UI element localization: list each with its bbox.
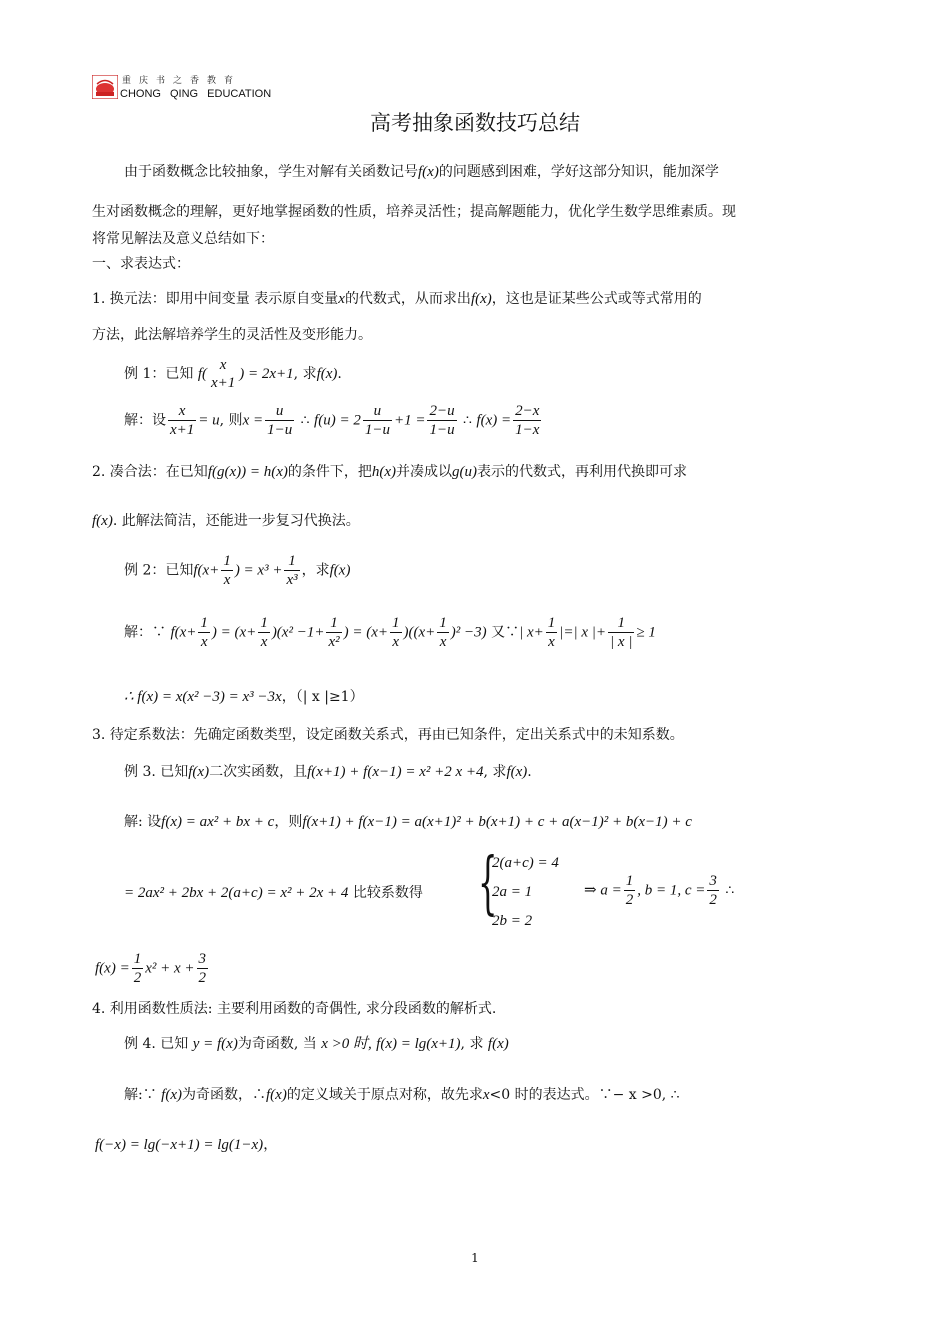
example4: 例 4. 已知 y = f(x)为奇函数, 当 x >0 时, f(x) = lg(x+1), 求 f(x) xyxy=(124,1036,509,1052)
system-row-2: 2a = 1 xyxy=(492,884,533,900)
page-number: 1 xyxy=(471,1251,479,1265)
method1-line-1: 1. 换元法：即用中间变量 表示原自变量x的代数式，从而求出f(x)，这也是证某些公式或等式常用的 xyxy=(92,291,702,307)
example2: 例 2：已知f(x+ $\frac{1}{x}$ ) = x³ + $\frac{1}{\text{x³}}$ ，求f(x) xyxy=(124,553,351,588)
system-row-3: 2b = 2 xyxy=(492,913,533,929)
solution4-line-2: f(−x) = lg(−x+1) = lg(1−x)， xyxy=(95,1137,278,1153)
solution3-result: f(x) = $\frac{1}{2}$ x² + x + $\frac{3}{2}$ xyxy=(95,951,206,986)
intro-line-1: 由于函数概念比较抽象，学生对解有关函数记号f(x)的问题感到困难，学好这部分知识，能加深学 xyxy=(124,164,719,180)
solution4-line-1: 解:∵ f(x)为奇函数，∴f(x)的定义域关于原点对称，故先求x<0 时的表达式。∵− x >0, ∴ xyxy=(124,1087,680,1103)
header-logo xyxy=(92,73,292,103)
method2-line-2: f(x). 此解法简洁，还能进一步复习代换法。 xyxy=(92,513,360,529)
solution1: 解：设 $\frac{x}{x+1}$ = u, 则x = $\frac{u}{1-u}$ ∴ f(u) = 2 $\frac{u}{1-u}$ +1 = $\frac{2-u}{1-u}$ ∴ f(x) = $\frac{2-x}{1-x}$ xyxy=(124,403,540,438)
solution3-setup: 解: 设f(x) = ax² + bx + c，则f(x+1) + f(x−1) = a(x+1)² + b(x+1) + c + a(x−1)² + b(x−1) + c xyxy=(124,814,692,830)
intro-line-3: 将常见解法及意义总结如下： xyxy=(92,231,274,247)
intro-line-2: 生对函数概念的理解，更好地掌握函数的性质，培养灵活性；提高解题能力，优化学生数学思维素质。现 xyxy=(92,204,736,220)
method2-line-1: 2. 凑合法：在已知f(g(x)) = h(x)的条件下，把h(x)并凑成以g(u)表示的代数式，再利用代换即可求 xyxy=(92,464,688,480)
education-logo-icon xyxy=(92,75,118,99)
logo-english-text: CHONG QING EDUCATION xyxy=(120,88,272,100)
solution3-equation: = 2ax² + 2bx + 2(a+c) = x² + 2x + 4 比较系数得 xyxy=(124,885,423,901)
solution2: 解：∵ f(x+ $\frac{1}{x}$ ) = (x+ $\frac{1}{x}$ )(x² −1+ $\frac{1}{\text{x²}}$ ) = (x+ $\frac{1}{x}$ )((x+ $\frac{1}{x}$ )² −3) 又∵| x+ $\frac{1}{x}$ |=| x |+ $\frac{1}{| x |}$ ≥ 1 xyxy=(124,615,656,650)
method3-line-1: 3. 待定系数法：先确定函数类型，设定函数关系式，再由已知条件，定出关系式中的未知系数。 xyxy=(92,727,684,743)
method4-line-1: 4. 利用函数性质法: 主要利用函数的奇偶性, 求分段函数的解析式. xyxy=(92,1001,497,1017)
page-title: 高考抽象函数技巧总结 xyxy=(370,111,580,135)
logo-chinese-text: 重庆书之香教育 xyxy=(122,76,242,86)
example1: 例 1：已知 f( x x+1 ) = 2x+1, 求f(x). xyxy=(124,357,342,391)
solution2-result: ∴ f(x) = x(x² −3) = x³ −3x，（| x |≥1） xyxy=(124,689,364,705)
example3: 例 3. 已知f(x)二次实函数，且f(x+1) + f(x−1) = x² +2 x +4, 求f(x). xyxy=(124,764,532,780)
system-solution: ⇒ a = $\frac{1}{2}$ , b = 1, c = $\frac{3}{2}$ ∴ xyxy=(584,873,735,908)
system-brace: { xyxy=(478,844,498,923)
method1-line-2: 方法，此法解培养学生的灵活性及变形能力。 xyxy=(92,327,372,343)
system-row-1: 2(a+c) = 4 xyxy=(492,855,559,871)
section-heading: 一、求表达式： xyxy=(92,256,190,272)
